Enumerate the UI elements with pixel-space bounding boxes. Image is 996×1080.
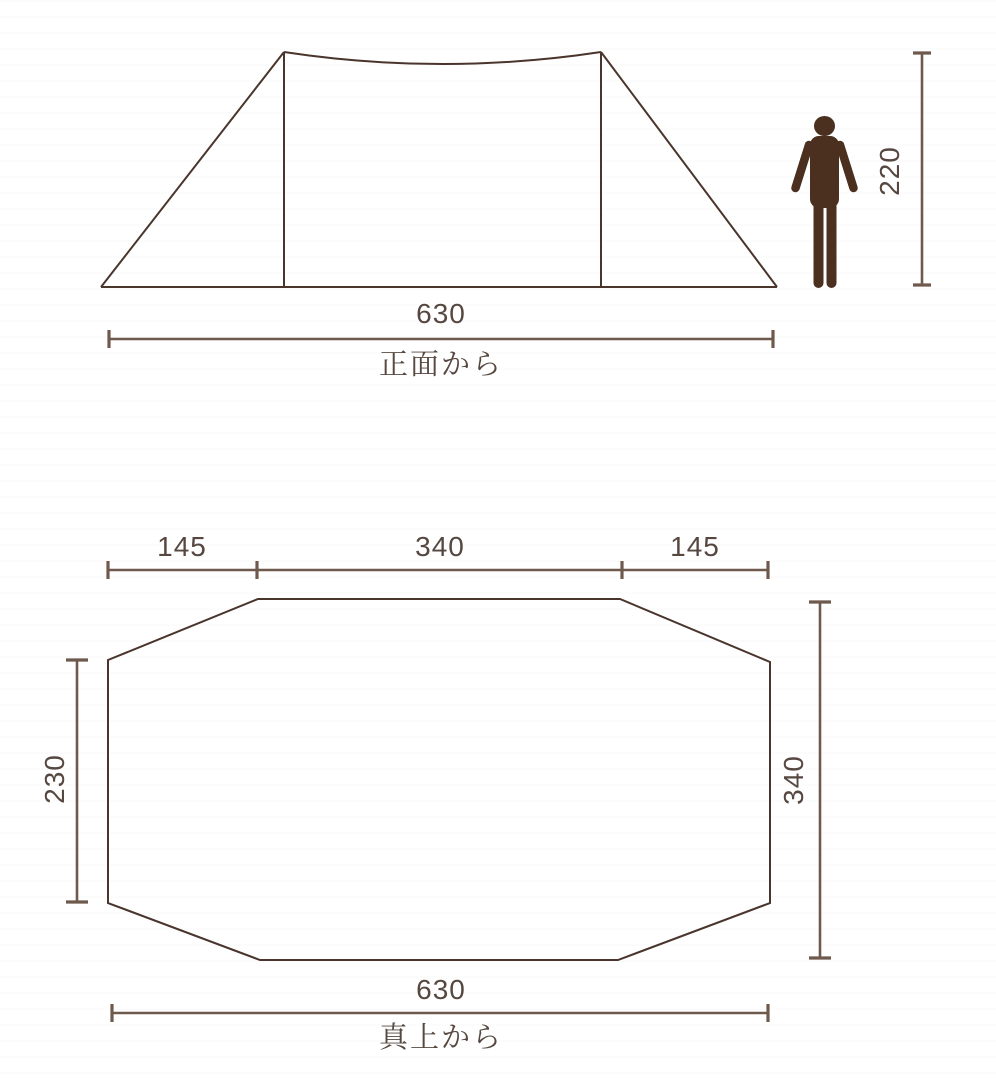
front-width-label: 630 xyxy=(416,298,466,329)
person-height-dimension xyxy=(913,53,931,285)
floor-octagon xyxy=(108,599,770,960)
top-left-porch-label: 145 xyxy=(157,531,207,562)
right-depth-dimension xyxy=(809,602,831,958)
front-view-diagram xyxy=(101,52,931,348)
front-view-caption: 正面から xyxy=(378,349,504,381)
top-view-diagram xyxy=(66,561,831,1022)
top-right-porch-label: 145 xyxy=(670,531,720,562)
top-width-dimensions xyxy=(108,561,768,579)
left-depth-label: 230 xyxy=(39,754,70,804)
person-icon xyxy=(796,116,854,283)
right-depth-label: 340 xyxy=(778,755,809,805)
top-center-width-label: 340 xyxy=(415,531,465,562)
top-view-caption: 真上から xyxy=(378,1022,504,1054)
bottom-width-label: 630 xyxy=(416,974,466,1005)
bottom-width-dimension xyxy=(112,1004,768,1022)
person-height-label: 220 xyxy=(874,146,905,196)
tent-outline xyxy=(101,52,777,287)
front-width-dimension xyxy=(109,330,773,348)
